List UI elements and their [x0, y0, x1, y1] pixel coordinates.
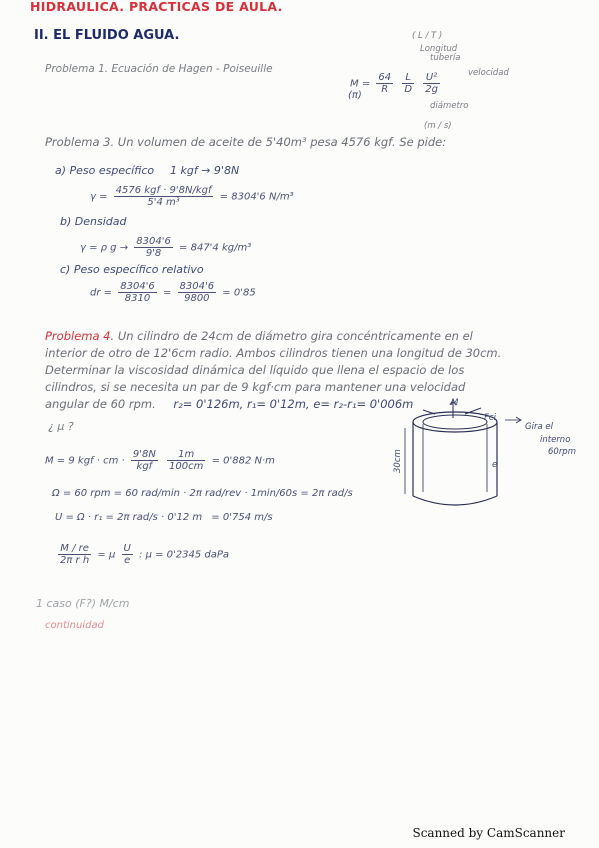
formula-frac2: $\frac{L}{D}$	[404, 72, 413, 95]
problem1-note-tuberia: tubería	[430, 53, 461, 63]
problem1-note-longitud: Longitud	[420, 44, 458, 54]
problem3-heading: Problema 3. Un volumen de aceite de 5'40m³ pesa 4576 kgf. Se pide:	[45, 135, 447, 149]
formula-frac3: $\frac{\text{U²}}{2g}$	[425, 72, 438, 95]
problem1-formula: M = $\frac{64}{R}$ $\frac{L}{D}$ $\frac{\text{U²}}{2g}$	[350, 72, 438, 95]
problem4-line4: cilindros, si se necesita un par de 9 kgf·cm para mantener una velocidad	[45, 380, 466, 394]
rotation-arrow	[423, 410, 435, 414]
problem4-block: Problema 4. Un cilindro de 24cm de diámetro gira concéntricamente en el	[45, 329, 473, 343]
diagram-note-1: Gira el	[525, 422, 553, 432]
diagram-label-e: e	[492, 460, 498, 470]
formula-lhs-sub: (π)	[348, 90, 362, 101]
problem3-b-label: b) Densidad	[60, 215, 127, 228]
problem1-heading: Problema 1. Ecuación de Hagen - Poiseuille	[45, 63, 273, 75]
cylinder-top-inner	[423, 415, 487, 429]
problem4-line3: Determinar la viscosidad dinámica del líquido que llena el espacio de los	[45, 363, 465, 377]
problem4-line2: interior de otro de 12'6cm radio. Ambos cilindros tienen una longitud de 30cm.	[45, 346, 502, 360]
problem4-omega: Ω = 60 rpm = 60 rad/min · 2π rad/rev · 1min/60s = 2π rad/s	[52, 488, 353, 499]
problem3-c-label: c) Peso específico relativo	[60, 263, 204, 276]
problem4-m-expr: M = 9 kgf · cm · $\frac{9'8N}{\text{kgf}}$ $\frac{1m}{100cm}$ = 0'882 N·m	[45, 449, 275, 472]
problem3-c-expr: dr = $\frac{8304'6}{8310}$ = $\frac{8304'6}{9800}$ = 0'85	[90, 281, 256, 304]
problem4-final: $\frac{M / re}{\text{2π r h}}$ = μ $\frac{U}{e}$ : μ = 0'2345 daPa	[60, 543, 230, 566]
problem3-a-label: a) Peso específico	[55, 164, 155, 177]
diagram-label-fci: Fci	[484, 413, 496, 423]
formula-lhs: M	[350, 78, 359, 90]
section-title: II. EL FLUIDO AGUA.	[34, 28, 180, 43]
diagram-height-label: 30cm	[393, 449, 403, 473]
diagram-note-2: interno	[540, 435, 571, 445]
problem4-question: ¿ μ ?	[48, 420, 74, 433]
problem3-b-expr: γ = ρ g → $\frac{8304'6}{9'8}$ = 847'4 kg/m³	[80, 236, 252, 259]
cylinder-bottom	[413, 496, 497, 505]
problem5-line2: continuidad	[45, 620, 104, 631]
scanner-watermark: Scanned by CamScanner	[412, 826, 565, 840]
formula-frac1: $\frac{64}{R}$	[378, 72, 392, 95]
page-title: HIDRAULICA. PRACTICAS DE AULA.	[30, 0, 283, 14]
problem3-a-note: 1 kgf → 9'8N	[170, 164, 240, 177]
diagram-note-3: 60rpm	[548, 447, 576, 457]
problem1-note-velocidad: velocidad	[468, 68, 509, 78]
problem1-note-ms: (m / s)	[424, 121, 452, 131]
problem4-heading: Problema 4.	[45, 329, 115, 343]
diagram-label-M: M	[451, 398, 459, 408]
problem1-note-units: ( L / T )	[412, 31, 443, 41]
problem4-u: U = Ω · r₁ = 2π rad/s · 0'12 m = 0'754 m/s	[55, 512, 273, 523]
problem3-a-expr: γ = $\frac{\text{4576 kgf · 9'8N/kgf}}{\text{5'4 m³}}$ = 8304'6 N/m³	[90, 185, 294, 208]
problem4-line5: angular de 60 rpm. r₂= 0'126m, r₁= 0'12m, e= r₂-r₁= 0'006m	[45, 397, 414, 411]
problem4-radii: r₂= 0'126m, r₁= 0'12m, e= r₂-r₁= 0'006m	[173, 397, 414, 411]
problem1-note-diametro: diámetro	[430, 101, 469, 111]
problem5-line1: 1 caso (F?) M/cm	[36, 597, 130, 610]
